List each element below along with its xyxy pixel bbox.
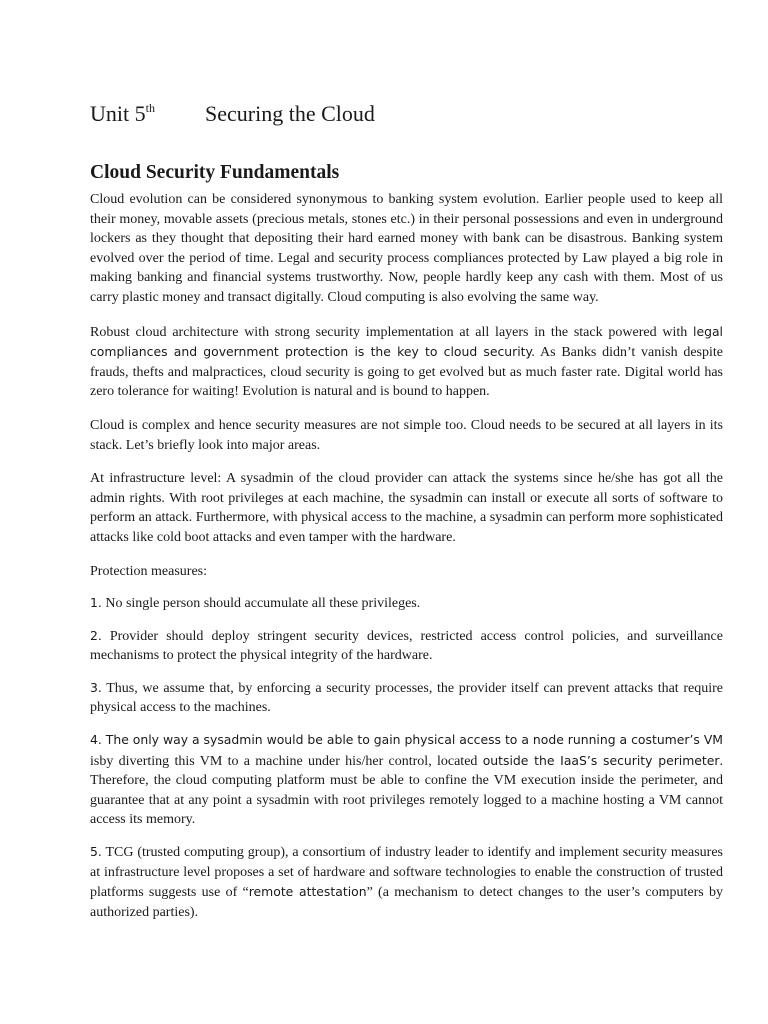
list-item-text: No single person should accumulate all these privileges. [101, 596, 421, 612]
list-item-text: ” (a mechanism to detect changes to the user’s computers by authorized parties). [90, 885, 723, 920]
list-item-text-emphasis: remote attestation [248, 884, 367, 900]
section-title: Cloud Security Fundamentals [90, 162, 340, 183]
list-item-text: Provider should deploy stringent security devices, restricted access control policies, and surveillance mechanisms to protect the physical integrity of the hardware. [90, 628, 723, 664]
list-item-number: 2. [90, 627, 102, 643]
list-item-text: TCG (trusted computing group), a consortium of industry leader to identify and implement security measures at infrastructure level proposes a set of hardware and software technologies to enable the construction of trusted platforms suggests use of “ [90, 845, 723, 901]
list-item-text: . Therefore, the cloud computing platform must be able to confine the VM execution inside the perimeter, and guarantee that at any point a sysadmin with root privileges remotely logged to a machine hosting a VM cannot access its memory. [90, 753, 723, 828]
list-item [90, 730, 723, 830]
paragraph-cloud-complex: Cloud is complex and hence security measures are not simple too. Cloud needs to be secured at all layers in its stack. Let’s briefly look into major areas. [90, 417, 723, 453]
paragraph-infrastructure-level: At infrastructure level: A sysadmin of the cloud provider can attack the systems since he/she has got all the admin rights. With root privileges at each machine, the sysadmin can install or execute all sorts of software to perform an attack. Furthermore, with physical access to the machine, a sysadmin can perform more sophisticated attacks like cold boot attacks and even tamper with the hardware. [90, 471, 723, 545]
list-item-number: 5. [90, 844, 102, 860]
list-item-number: 3. [90, 679, 102, 695]
list-item [90, 678, 723, 718]
list-item [90, 593, 723, 614]
list-item-number: 4. [90, 732, 102, 748]
paragraph-text: As Banks didn’t vanish despite frauds, thefts and malpractices, cloud security is going to get evolved but as much faster rate. Digital world has zero tolerance for waiting! Evolution is natural and is bound to happen. [90, 345, 724, 400]
list-item [90, 842, 723, 922]
list-item-text: isby diverting this VM to a machine under his/her control, located [90, 753, 483, 769]
unit-label: Unit 5 [90, 101, 146, 126]
paragraph-banking-analogy: Cloud evolution can be considered synonymous to banking system evolution. Earlier people used to keep all their money, movable assets (precious metals, stones etc.) in their personal possessions and even in underground lockers as they thought that depositing their hard earned money with bank can be disastrous. Banking system evolved over the period of time. Legal and security process compliances protected by Law played a big role in making banking and financial systems trustworthy. Now, people hardly keep any cash with them. Most of us carry plastic money and transact digitally. Cloud computing is also evolving the same way. [90, 192, 723, 305]
list-item-text-emphasis: outside the IaaS’s security perimeter [482, 752, 720, 768]
unit-title: Securing the Cloud [205, 101, 375, 126]
list-item [90, 626, 723, 666]
paragraph-text: Robust cloud architecture with strong security implementation at all layers in the stack powered with [90, 324, 694, 340]
list-item-text: Thus, we assume that, by enforcing a security processes, the provider itself can prevent attacks that require physical access to the machines. [90, 680, 723, 716]
document-body [90, 190, 723, 934]
paragraph-text-emphasis: legal compliances and government protection is the key to cloud security. [90, 323, 723, 360]
list-item-text-emphasis: The only way a sysadmin would be able to gain physical access to a node running a costumer’s VM [101, 732, 723, 748]
paragraph-robust-architecture [90, 322, 723, 402]
list-item-number: 1. [90, 595, 102, 611]
unit-superscript: th [145, 101, 155, 115]
unit-heading [90, 100, 375, 128]
paragraph-protection-measures: Protection measures: [90, 563, 208, 579]
